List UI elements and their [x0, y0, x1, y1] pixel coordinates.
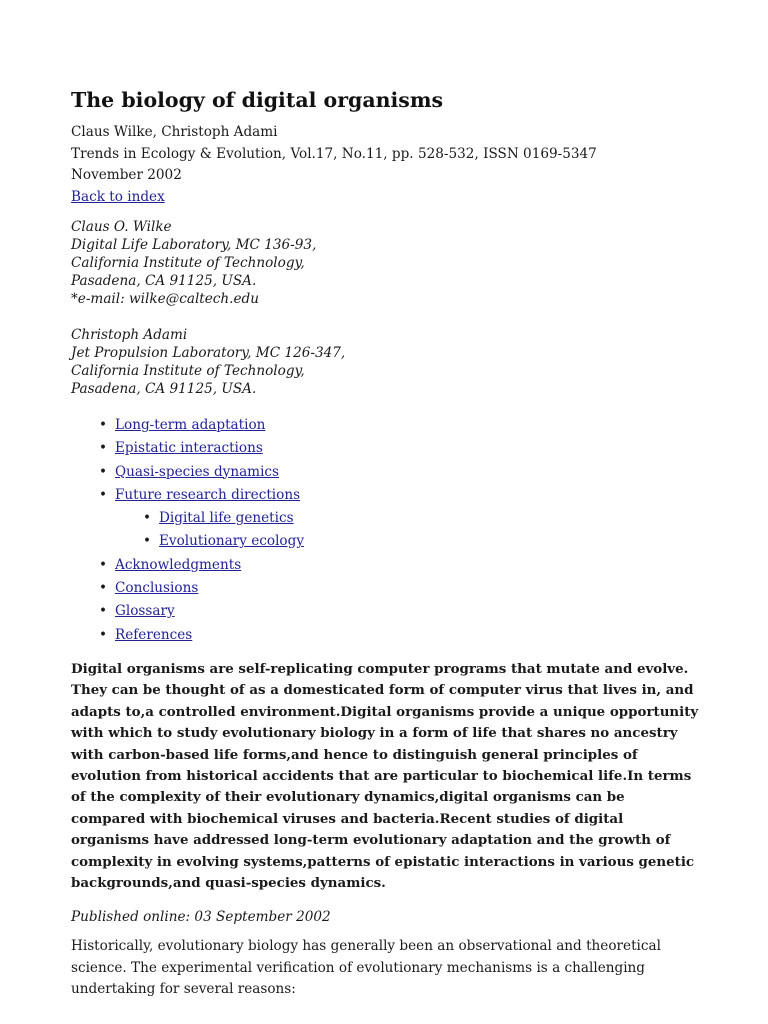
toc-link-acknowledgments[interactable]: Acknowledgments — [115, 556, 242, 573]
toc-link-references[interactable]: References — [115, 626, 193, 643]
author2-line: Jet Propulsion Laboratory, MC 126-347, — [71, 345, 346, 361]
toc-item — [71, 554, 701, 577]
toc-link-future-research-directions[interactable]: Future research directions — [115, 486, 301, 503]
author1-email: *e-mail: wilke@caltech.edu — [71, 291, 259, 307]
toc-item — [71, 600, 701, 623]
author1-line: Pasadena, CA 91125, USA. — [71, 273, 257, 289]
intro-paragraph: Historically, evolutionary biology has generally been an observational and theoretical science. The experimental verification of evolutionary mechanisms is a challenging undertaking for several reasons: — [71, 938, 661, 998]
toc-link-long-term-adaptation[interactable]: Long-term adaptation — [115, 417, 266, 433]
toc-item — [71, 484, 701, 554]
page-title: The biology of digital organisms — [71, 88, 444, 112]
author2-name: Christoph Adami — [71, 327, 188, 343]
author2-line: Pasadena, CA 91125, USA. — [71, 381, 257, 397]
toc-subitem — [115, 530, 701, 553]
author2-address — [71, 326, 701, 398]
authors: Claus Wilke, Christoph Adami — [71, 124, 278, 140]
author1-line: Digital Life Laboratory, MC 136-93, — [71, 237, 317, 253]
author1-line: California Institute of Technology, — [71, 255, 305, 271]
author1-name: Claus O. Wilke — [71, 219, 172, 235]
toc-link-evolutionary-ecology[interactable]: Evolutionary ecology — [159, 533, 304, 550]
toc-link-digital-life-genetics[interactable]: Digital life genetics — [159, 510, 294, 527]
publication-date: November 2002 — [71, 167, 182, 183]
toc-item — [71, 577, 701, 600]
published-online: Published online: 03 September 2002 — [71, 909, 331, 926]
journal-citation: Trends in Ecology & Evolution, Vol.17, No.11, pp. 528-532, ISSN 0169-5347 — [71, 145, 597, 162]
author2-line: California Institute of Technology, — [71, 363, 305, 379]
toc-item — [71, 414, 701, 437]
author1-address — [71, 218, 701, 308]
toc-link-quasi-species-dynamics[interactable]: Quasi-species dynamics — [115, 463, 280, 480]
back-to-index-link[interactable]: Back to index — [71, 188, 165, 205]
toc-link-epistatic-interactions[interactable]: Epistatic interactions — [115, 440, 263, 457]
table-of-contents — [71, 414, 701, 647]
toc-sublist — [115, 507, 701, 554]
toc-item — [71, 437, 701, 460]
toc-subitem — [115, 507, 701, 530]
toc-link-glossary[interactable]: Glossary — [115, 603, 175, 620]
toc-item — [71, 461, 701, 484]
toc-item — [71, 624, 701, 647]
toc-link-conclusions[interactable]: Conclusions — [115, 580, 199, 597]
abstract: Digital organisms are self-replicating computer programs that mutate and evolve. They can be thought of as a domesticated form of computer virus that lives in, and adapts to,a controlled environment.Digital organisms provide a unique opportunity with which to study evolutionary biology in a form of life that shares no ancestry with carbon-based life forms,and hence to distinguish general principles of evolution from historical accidents that are particular to biochemical life.In terms of the complexity of their evolutionary dynamics,digital organisms can be compared with biochemical viruses and bacteria.Recent studies of digital organisms have addressed long-term evolutionary adaptation and the growth of complexity in evolving systems,patterns of epistatic interactions in various genetic backgrounds,and quasi-species dynamics. — [71, 660, 699, 892]
